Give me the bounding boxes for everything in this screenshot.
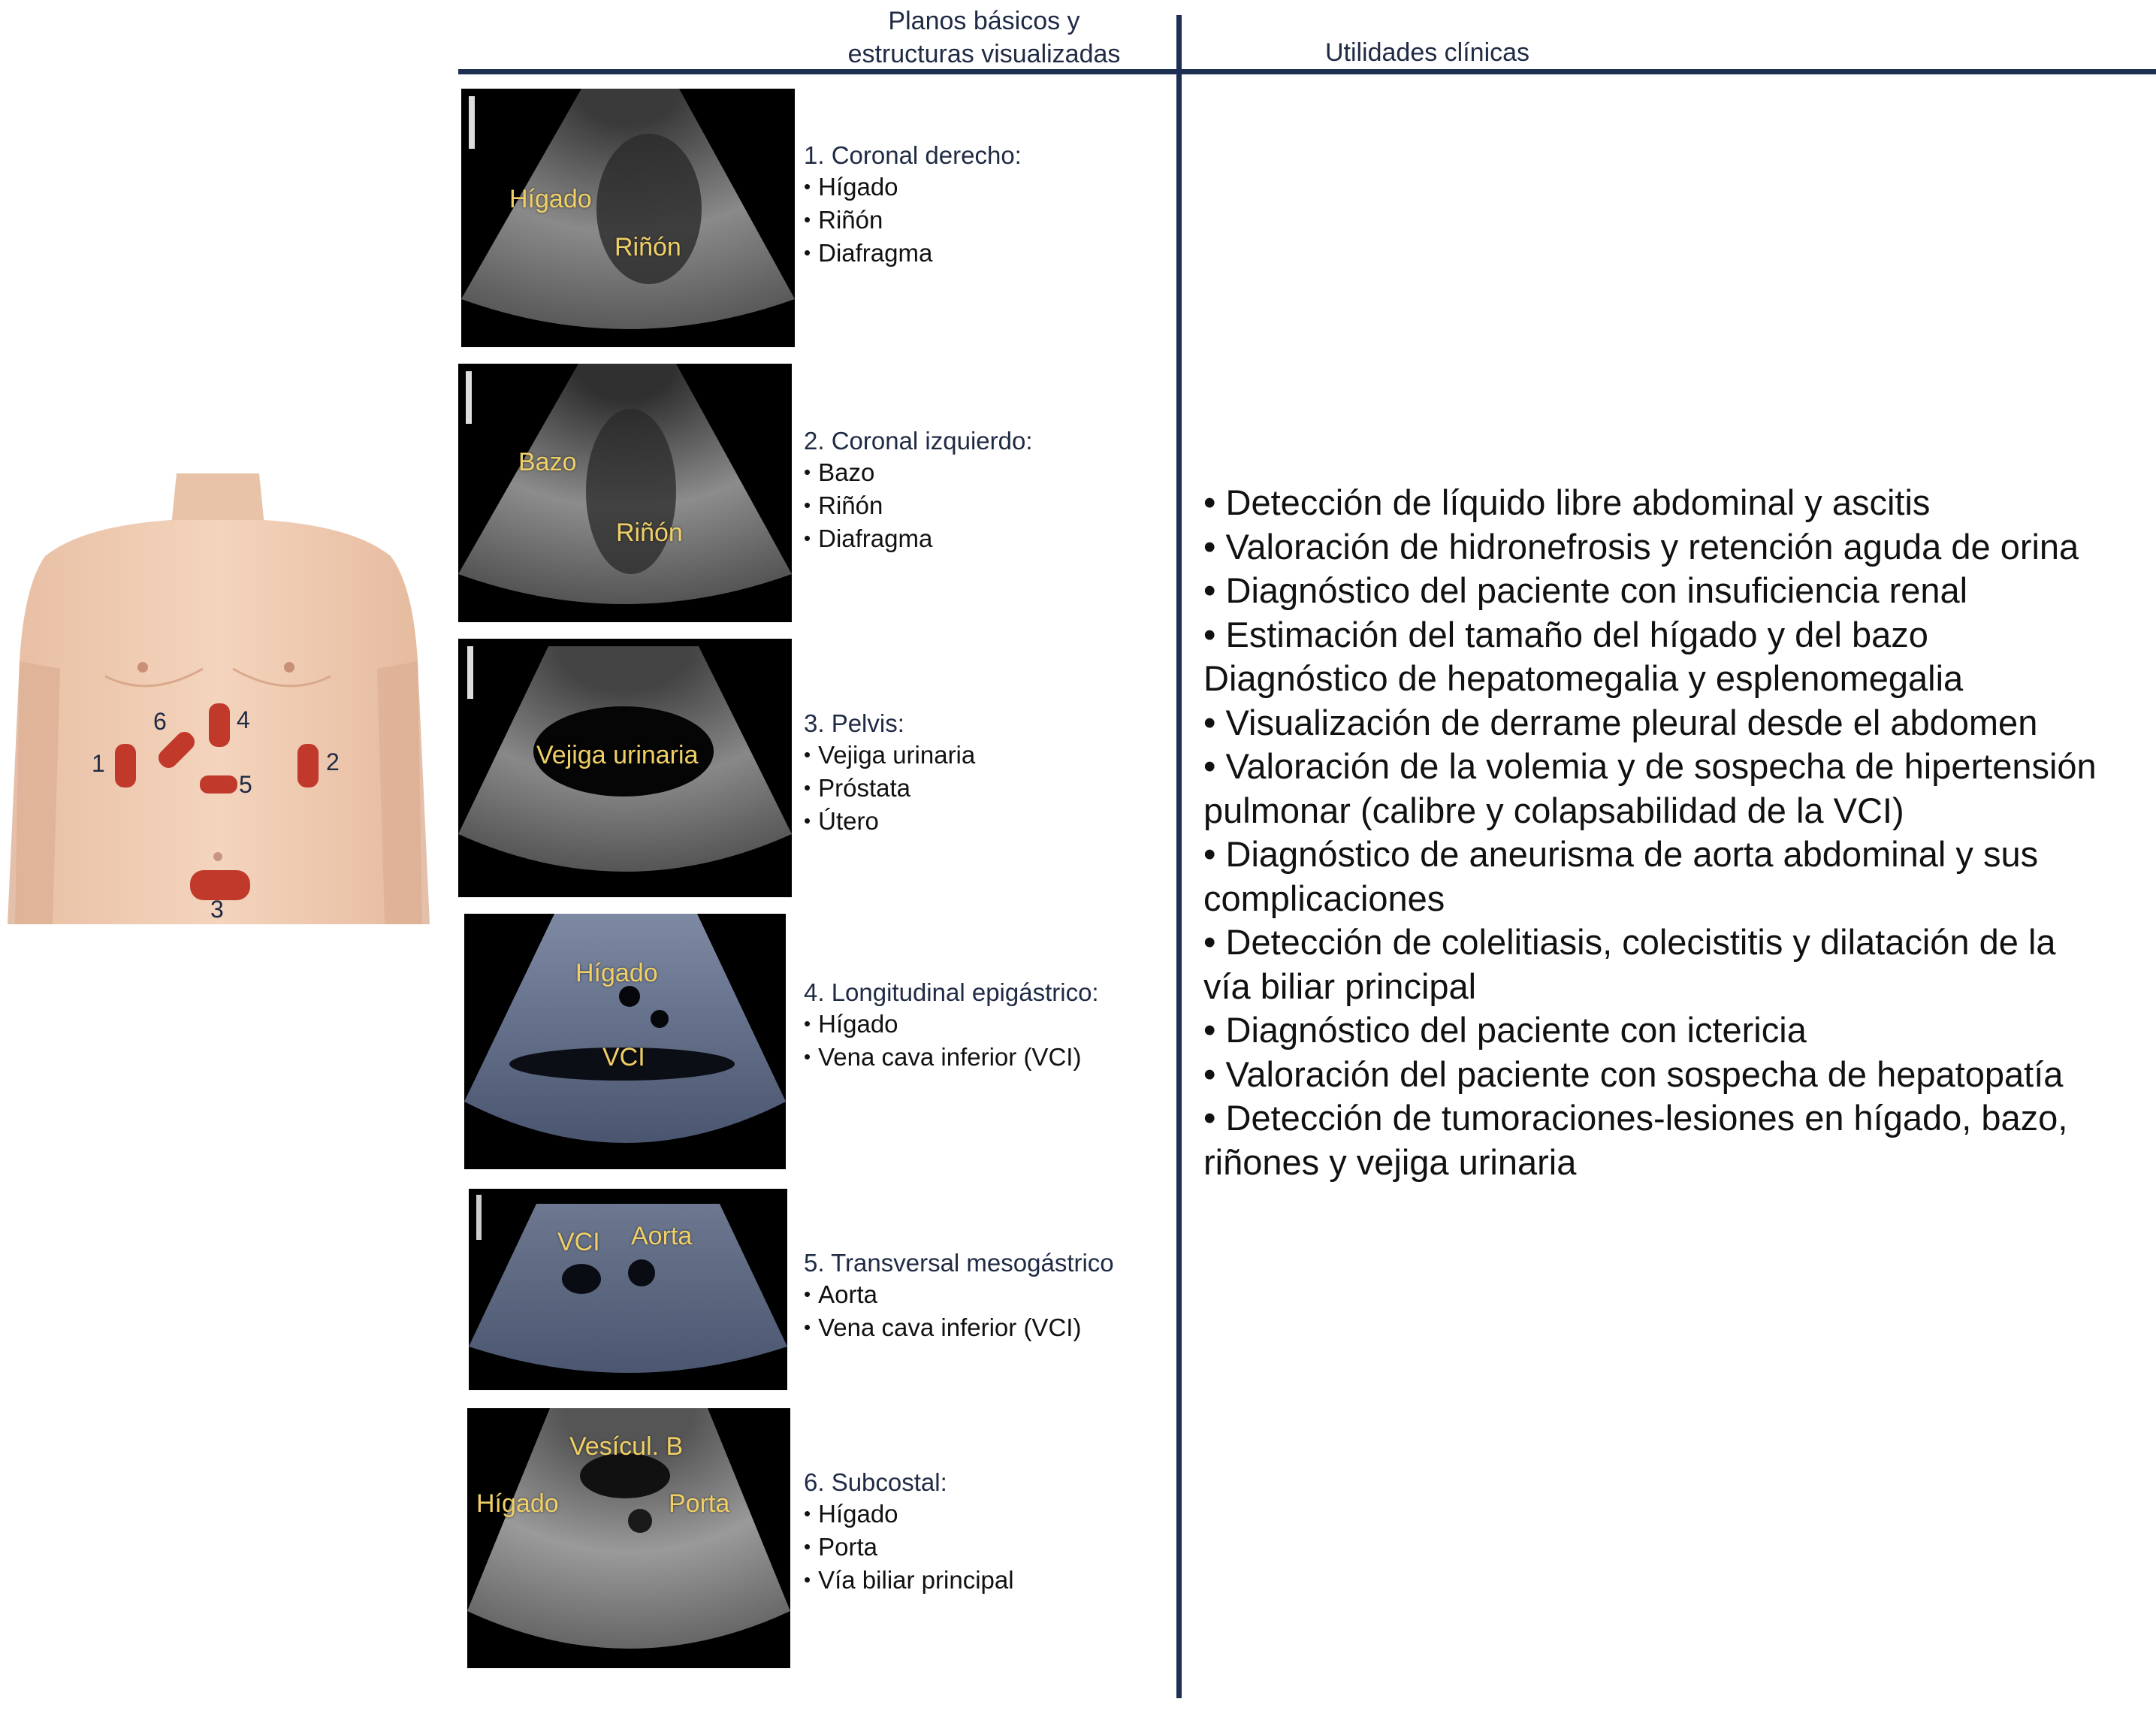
plane-item: • Útero xyxy=(804,806,1164,839)
plane-title: 4. Longitudinal epigástrico: xyxy=(804,978,1099,1006)
marker-label-2: 2 xyxy=(326,748,340,775)
clinical-utilities-list xyxy=(1203,481,2142,1184)
probe-marker-1 xyxy=(115,744,136,787)
plane-4-description xyxy=(804,977,1164,1075)
column-header-utilities: Utilidades clínicas xyxy=(1324,38,1530,67)
utility-line: pulmonar (calibre y colapsabilidad de la VCI) xyxy=(1203,790,1904,830)
plane-5-description xyxy=(804,1247,1164,1345)
marker-label-6: 6 xyxy=(153,708,167,735)
plane-item: • Vía biliar principal xyxy=(804,1564,1164,1598)
marker-label-3: 3 xyxy=(210,896,224,923)
us-label-aorta: Aorta xyxy=(631,1222,693,1250)
plane-3-description xyxy=(804,708,1164,839)
nipple-right xyxy=(284,662,294,673)
utility-line: • Diagnóstico de aneurisma de aorta abdominal y sus xyxy=(1203,834,2039,874)
utility-line: • Detección de líquido libre abdominal y ascitis xyxy=(1203,482,1931,522)
utility-line: • Detección de tumoraciones-lesiones en hígado, bazo, xyxy=(1203,1098,2068,1138)
torso-figure xyxy=(0,473,436,924)
us-label-spleen: Bazo xyxy=(518,448,577,476)
utility-line: • Estimación del tamaño del hígado y del bazo xyxy=(1203,614,1928,654)
ultrasound-coronal-left xyxy=(458,364,792,622)
plane-item: • Hígado xyxy=(804,171,1164,204)
plane-item: • Próstata xyxy=(804,772,1164,806)
us-label-kidney: Riñón xyxy=(614,233,681,261)
ultrasound-subcostal xyxy=(467,1408,790,1668)
ultrasound-coronal-right xyxy=(461,89,795,347)
probe-marker-2 xyxy=(297,744,319,787)
utility-line: • Valoración del paciente con sospecha de hepatopatía xyxy=(1203,1054,2064,1094)
column-header-planes-line1: Planos básicos y xyxy=(888,7,1080,35)
utility-line: • Diagnóstico del paciente con ictericia xyxy=(1203,1010,1807,1050)
column-divider xyxy=(1176,15,1182,1698)
plane-title: 3. Pelvis: xyxy=(804,709,904,737)
plane-item: • Vena cava inferior (VCI) xyxy=(804,1312,1164,1345)
ultrasound-longitudinal-epigastric xyxy=(464,914,786,1169)
marker-label-1: 1 xyxy=(92,750,105,777)
us-label-ivc: VCI xyxy=(557,1228,600,1256)
utility-line: riñones y vejiga urinaria xyxy=(1203,1141,1577,1182)
utility-line: • Diagnóstico del paciente con insuficiencia renal xyxy=(1203,570,1968,610)
utility-line: • Detección de colelitiasis, colecistitis y dilatación de la xyxy=(1203,922,2056,962)
us-label-bladder: Vejiga urinaria xyxy=(536,741,699,769)
plane-title: 6. Subcostal: xyxy=(804,1468,947,1496)
probe-marker-4 xyxy=(209,703,230,747)
ultrasound-transverse-mesogastric xyxy=(469,1189,787,1390)
marker-label-5: 5 xyxy=(239,771,252,798)
plane-title: 5. Transversal mesogástrico xyxy=(804,1249,1114,1277)
marker-label-4: 4 xyxy=(237,706,250,733)
plane-item: • Riñón xyxy=(804,204,1164,237)
us-label-liver: Hígado xyxy=(476,1489,559,1518)
us-label-liver: Hígado xyxy=(509,185,592,213)
ultrasound-image xyxy=(469,1189,787,1390)
plane-item: • Hígado xyxy=(804,1498,1164,1531)
utility-line: vía biliar principal xyxy=(1203,966,1477,1006)
utility-line: • Valoración de la volemia y de sospecha de hipertensión xyxy=(1203,746,2097,786)
header-divider xyxy=(458,69,2156,74)
ultrasound-pelvis xyxy=(458,639,792,897)
column-header-planes xyxy=(781,5,1187,71)
plane-item: • Hígado xyxy=(804,1008,1164,1041)
probe-marker-5 xyxy=(200,775,237,794)
utility-line: Diagnóstico de hepatomegalia y esplenomegalia xyxy=(1203,658,1964,698)
utility-line: complicaciones xyxy=(1203,878,1445,918)
column-header-planes-line2: estructuras visualizadas xyxy=(847,40,1121,69)
navel xyxy=(213,852,222,861)
ultrasound-image xyxy=(461,89,795,347)
us-label-gallbladder: Vesícul. B xyxy=(569,1432,684,1461)
ultrasound-image xyxy=(464,914,786,1169)
us-label-kidney: Riñón xyxy=(616,518,683,547)
us-label-ivc: VCI xyxy=(602,1043,645,1072)
torso-illustration xyxy=(0,473,436,924)
plane-item: • Aorta xyxy=(804,1279,1164,1312)
plane-2-description xyxy=(804,425,1164,556)
plane-item: • Diafragma xyxy=(804,237,1164,271)
plane-1-description xyxy=(804,140,1164,271)
us-label-portal-vein: Porta xyxy=(669,1489,730,1518)
plane-item: • Porta xyxy=(804,1531,1164,1564)
plane-6-description xyxy=(804,1467,1164,1598)
plane-item: • Diafragma xyxy=(804,523,1164,556)
utility-line: • Visualización de derrame pleural desde el abdomen xyxy=(1203,702,2038,742)
ultrasound-image xyxy=(458,364,792,622)
plane-title: 1. Coronal derecho: xyxy=(804,141,1022,169)
plane-title: 2. Coronal izquierdo: xyxy=(804,427,1033,455)
plane-item: • Bazo xyxy=(804,457,1164,490)
plane-item: • Vejiga urinaria xyxy=(804,739,1164,772)
plane-item: • Riñón xyxy=(804,490,1164,523)
us-label-liver: Hígado xyxy=(575,959,658,987)
nipple-left xyxy=(137,662,148,673)
plane-item: • Vena cava inferior (VCI) xyxy=(804,1041,1164,1075)
utility-line: • Valoración de hidronefrosis y retención aguda de orina xyxy=(1203,526,2079,567)
